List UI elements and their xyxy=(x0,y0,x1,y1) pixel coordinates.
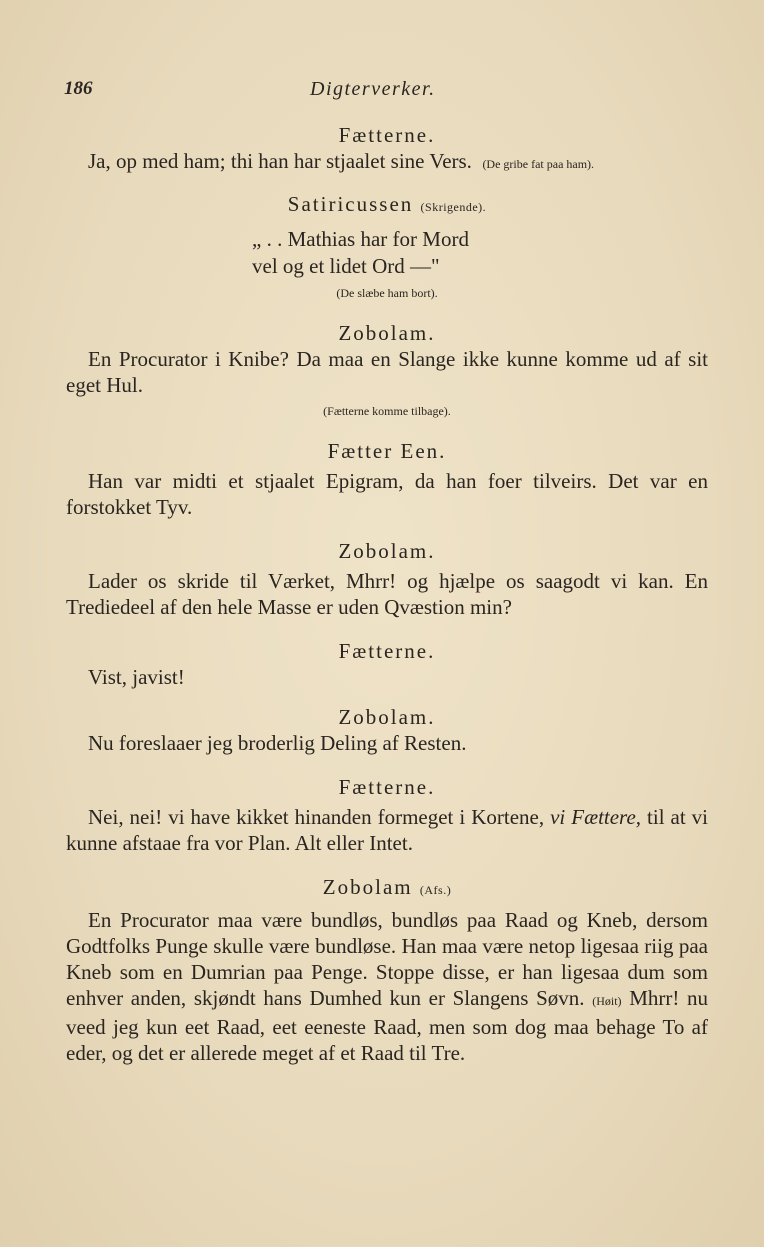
stage-direction: (Høit) xyxy=(592,994,622,1008)
stage-direction: (Skrigende). xyxy=(420,200,487,214)
dialogue-text: Vist, javist! xyxy=(88,665,185,689)
speaker-name: Zobolam. xyxy=(338,321,436,345)
dialogue-line xyxy=(66,907,708,1066)
dialogue-text: Han var midti et stjaalet Epigram, da han foer tilveirs. Det var en forstokket Tyv. xyxy=(66,469,708,519)
speaker-name: Fætter Een. xyxy=(327,439,447,463)
speaker-label: Satiricussen xyxy=(287,192,414,216)
stage-direction: (De slæbe ham bort). xyxy=(336,286,438,300)
speaker-name: Zobolam. xyxy=(338,539,436,563)
dialogue-text: til at vi kunne afstaae fra vor Plan. Alt eller Intet. xyxy=(66,805,709,855)
speaker-name xyxy=(66,191,708,220)
dialogue-text: Mhrr! nu veed jeg kun eet Raad, eet eeneste Raad, men som dog maa behage To af eder, og det er allerede meget af et Raad til Tre. xyxy=(66,986,709,1065)
page-header xyxy=(60,78,720,108)
dialogue-line xyxy=(66,804,708,856)
speaker-name xyxy=(66,874,708,903)
verse-line: vel og et lidet Ord —" xyxy=(252,254,440,278)
dialogue-emphasis: vi Fættere, xyxy=(550,805,642,829)
stage-direction: (Fætterne komme tilbage). xyxy=(323,404,451,418)
page-number: 186 xyxy=(64,78,93,99)
dialogue-text: Nu foreslaaer jeg broderlig Deling af Resten. xyxy=(88,731,467,755)
dialogue-text: En Procurator i Knibe? Da maa en Slange ikke kunne komme ud af sit eget Hul. xyxy=(66,347,708,397)
speaker-name: Fætterne. xyxy=(338,775,436,799)
verse-line: „ . . Mathias har for Mord xyxy=(252,227,469,251)
speaker-name: Fætterne. xyxy=(338,639,436,663)
dialogue-text: Lader os skride til Værket, Mhrr! og hjælpe os saagodt vi kan. En Trediedeel af den hele Masse er uden Qvæstion min? xyxy=(66,569,708,619)
stage-direction: (De gribe fat paa ham). xyxy=(482,157,595,171)
play-text xyxy=(66,122,708,1066)
dialogue-text: En Procurator maa være bundløs, bundløs paa Raad og Kneb, dersom Godtfolks Punge skulle være bundløse. Han maa være netop ligesaa riig paa Kneb som en Dumrian paa Penge. Stoppe disse, er han ligesaa dum som enhver anden, skjøndt hans Dumhed kun er Slangens Søvn. xyxy=(66,908,708,1010)
dialogue-text: Ja, op med ham; thi han har stjaalet sine Vers. xyxy=(88,149,472,173)
running-title: Digterverker. xyxy=(310,78,436,100)
dialogue-text: Nei, nei! vi have kikket hinanden formeget i Kortene, xyxy=(88,805,545,829)
stage-direction: (Afs.) xyxy=(419,883,452,897)
speaker-label: Zobolam xyxy=(322,875,413,899)
speaker-name: Zobolam. xyxy=(338,705,436,729)
speaker-name: Fætterne. xyxy=(338,123,436,147)
dialogue-line xyxy=(66,148,708,177)
